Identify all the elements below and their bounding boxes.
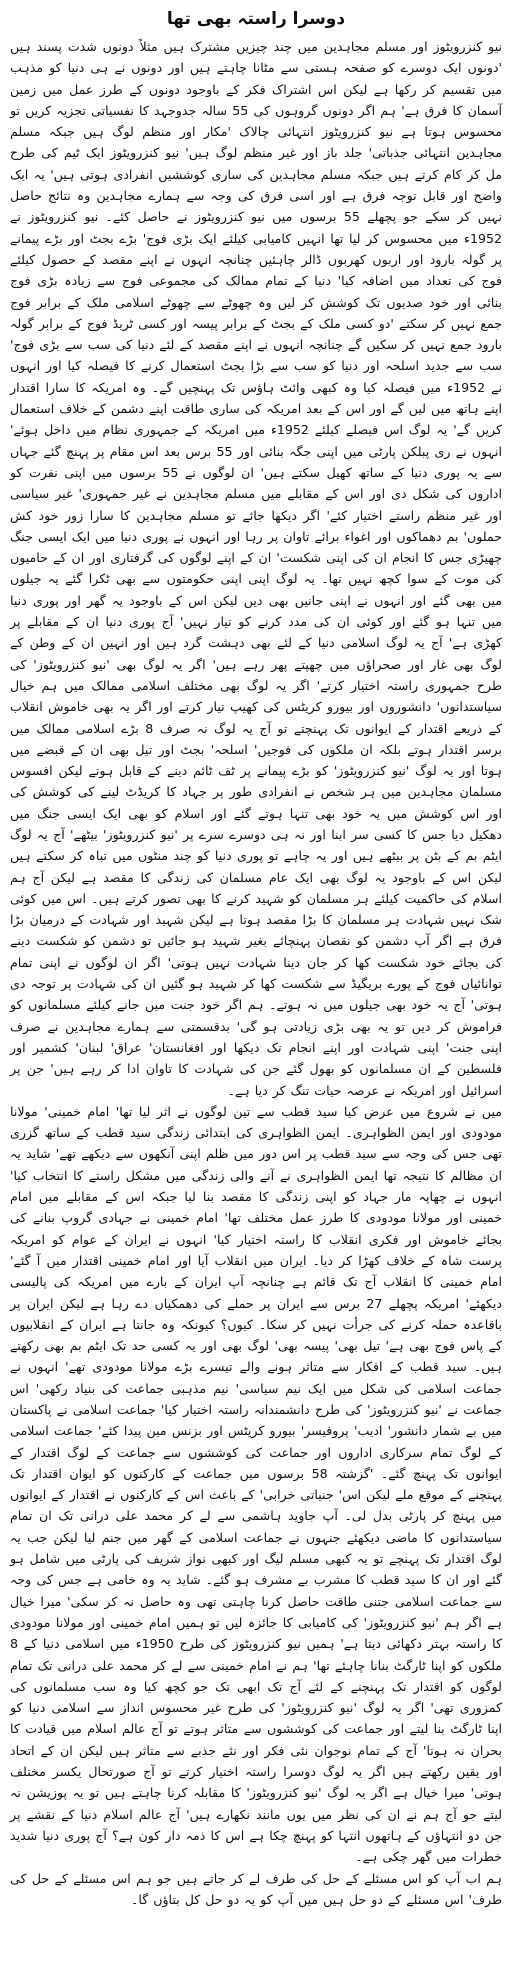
- article-paragraph: نیو کنزرویٹوز اور مسلم مجاہدین میں چند چیزیں مشترک ہیں مثلاً دونوں شدت پسند ہیں 'دونوں ایک دوسرے کو صفحہ ہستی سے مٹانا چاہتے ہیں اور دونوں نے ہی دنیا کو مذہب میں تقسیم کر رکھا ہے لیکن اس اشتراک فکر کے باوجود دونوں کے طرز عمل میں زمین آسمان کا فرق ہے' ہم اگر دونوں گروہوں کی 55 سالہ جدوجہد کا نفسیاتی تجزیہ کریں تو محسوس ہوتا ہے نیو کنزرویٹوز انتہائی چالاک 'مکار اور منظم لوگ ہیں جبکہ مسلم مجاہدین انتہائی جذباتی' جلد باز اور غیر منظم لوگ ہیں' نیو کنزرویٹوز ایک ٹیم کی طرح مل کر کام کرتے ہیں جبکہ مسلم مجاہدین کی ساری کوششیں انفرادی ہوتی ہیں' یہ ایک واضح اور قابل توجہ فرق ہے اور اسی فرق کی وجہ سے ہمارے مجاہدین وہ نتائج حاصل نہیں کر سکے جو پچھلے 55 برسوں میں نیو کنزرویٹوز نے حاصل کئے۔ نیو کنزرویٹوز نے 1952ء میں محسوس کر لیا تھا انہیں کامیابی کیلئے ایک بڑی فوج' بڑے بجٹ اور بڑے پیمانے پر گولہ بارود اور اربوں کھربوں ڈالر چاہئیں چنانچہ انہوں نے اپنے مقصد کے حصول کیلئے فوج کی تعداد میں اضافہ کیا' دنیا کے تمام ممالک کی مجموعی فوج سے زیادہ بڑی فوج بنائی اور خود صدیوں تک کوشش کر لیں وہ چھوٹے سے چھوٹے اسلامی ملک کے برابر فوج جمع نہیں کر سکتے 'دو کسی ملک کے بجٹ کے برابر پیسہ اور کسی ٹریڈ فوج کے برابر گولہ بارود جمع نہیں کر سکیں گے چنانچہ انہوں نے اپنے مقصد کے لئے دنیا کی سب سے بڑی فوج' سب سے جدید اسلحہ اور دنیا کو سب سے بڑا بجٹ استعمال کرنے کا فیصلہ کیا اور انہوں نے 1952ء میں فیصلہ کیا وہ کبھی وائٹ ہاؤس تک پہنچیں گے۔ وہ امریکہ کا سارا اقتدار اپنے ہاتھ میں لیں گے اور اس کے بعد امریکہ کی ساری طاقت اپنے دشمن کے خلاف استعمال کریں گے' یہ لوگ اس فیصلے کیلئے 1952ء میں امریکہ کے جمہوری نظام میں داخل ہوئے' انہوں نے ری پبلکن پارٹی میں اپنی جگہ بنائی اور 55 برس بعد اس مقام پر پہنچ گئے جہاں سے یہ پوری دنیا کے ساتھ کھیل سکتے ہیں' ان لوگوں نے 55 برسوں میں اپنی نفرت کو اداروں کی شکل دی اور اس کے مقابلے میں مسلم مجاہدین نے غیر جمہوری' غیر سیاسی اور غیر منظم راستے اختیار کئے' اگر دیکھا جائے تو مسلم مجاہدین کا سارا زور خود کش حملوں' بم دھماکوں اور اغواء برائے تاوان پر رہا اور انہوں نے پوری دنیا میں ایک ایسی جنگ چھیڑی جس کا انجام ان کی اپنی شکست' ان کے اپنے لوگوں کی گرفتاری اور ان کے حامیوں کی موت کے سوا کچھ نہیں تھا۔ یہ لوگ اپنی اپنی حکومتوں سے بھی ٹکرا گئے یہ جیلوں میں بھی گئے اور انہوں نے اپنی جانیں بھی دیں لیکن اس کے باوجود یہ گھر اور پوری دنیا میں تنہا ہو گئے اور کوئی ان کی مدد کرنے کو تیار نہیں' آج پوری دنیا ان کے مقابلے پر کھڑی ہے' آج یہ لوگ اسلامی دنیا کے لئے بھی دہشت گرد ہیں اور انہیں ان کے وطن کے لوگ بھی غار اور صحراؤں میں چھپتے پھر رہے ہیں' اگر یہ لوگ بھی 'نیو کنزرویٹوز' کی طرح جمہوری راستہ اختیار کرتے' اگر یہ لوگ بھی مختلف اسلامی ممالک میں ہم خیال سیاستدانوں' دانشوروں اور بیورو کریٹس کی کھیپ تیار کرتے اور اگر یہ بھی خاموش انقلاب کے ذریعے اقتدار کے ایوانوں تک پہنچتے تو آج یہ لوگ نہ صرف 8 بڑے اسلامی ممالک میں برسر اقتدار ہوتے بلکہ ان ملکوں کی فوجیں' اسلحہ' بجٹ اور تیل بھی ان کے قبضے میں ہوتا اور یہ لوگ 'نیو کنزرویٹوز' کو بڑے پیمانے پر ٹف ٹائم دینے کے قابل ہوتے لیکن افسوس مسلمان مجاہدین میں ہر شخص نے انفرادی طور پر جہاد کا کریڈٹ لینے کی کوشش کی اور اس کوشش میں یہ خود بھی تنہا ہوتے گئے اور اسلام کو بھی ایک ایسی جنگ میں دھکیل دیا جس کا کسی سر ابنا اور نہ ہی دوسرے سرے پر 'نیو کنزرویٹوز' بیٹھے' آج یہ لوگ ایٹم بم کے بٹن پر بیٹھے ہیں اور یہ چاہے تو پوری دنیا کو چند منٹوں میں تباہ کر سکتے ہیں لیکن اس کے باوجود یہ لوگ بھی ایک عام مسلمان کی زندگی کا مقصد ہے لیکن آج ہم اسلام کی حاکمیت کیلئے ہر مسلمان کو شہید کرنے کا بھی تصور کرتے ہیں۔ اس میں کوئی شک نہیں شہادت ہر مسلمان کا بڑا مقصد ہوتا ہے لیکن شہید اور شہادت کے درمیان بڑا فرق ہے اگر آپ دشمن کو نقصان پہنچائے بغیر شہید ہو جائیں تو دشمن کو شکست دینے کی بجائے خود شکست کھا کر جان دینا شہادت نہیں ہوتی' اگر ان لوگوں نے اپنی تمام توانائیاں فوج کے پورے بریگیڈ سے شکست کھا کر شہید ہو گئیں ان کی شہادت پر توجہ دی ہوتی' آج یہ خود بھی جیلوں میں نہ ہوتے۔ ہم اگر خود جنت میں جانے کیلئے مسلمانوں کو فراموش کر دیں تو یہ بھی بڑی زیادتی ہو گی' بدقسمتی سے ہمارے مجاہدین نے صرف اپنی جنت' اپنی شہادت اور اپنے انجام تک دیکھا اور افغانستان' عراق' لبنان' کشمیر اور فلسطین کے ان مسلمانوں کو بھول گئے جن کی شہادت کا تاوان ادا کر رہے ہیں' جن پر اسرائیل اور امریکہ نے عرصہ حیات تنگ کر دیا ہے۔: [10, 39, 503, 1098]
- article-paragraph: ہم اب آپ کو اس مسئلے کے حل کی طرف لے کر جاتے ہیں جو ہم اس مسئلے کے حل کی طرف' اس مسئلے کے دو حل ہیں میں آپ کو یہ دو حل کل بتاؤں گا۔: [10, 1870, 502, 1907]
- article-title: دوسرا راستہ بھی تھا: [166, 9, 346, 29]
- article-paragraph: میں نے شروع میں عرض کیا سید قطب سے تین لوگوں نے اثر لیا تھا' امام خمینی' مولانا مودودی اور ایمن الظواہری۔ ایمن الظواہری کی ابتدائی زندگی سید قطب کے ساتھ گزری تھی جس کی وجہ سے سید قطب پر اس دور میں ظلم اپنی آنکھوں سے دیکھے تھے' شاید یہ ان مظالم کا نتیجہ تھا ایمن الظواہری نے آنے والی زندگی میں مشکل راستے کا انتخاب کیا' انہوں نے چھاپہ مار جہاد کو اپنی زندگی کا مقصد بنا لیا جبکہ اس کے مقابلے میں امام خمینی اور مولانا مودودی کا طرز عمل مختلف تھا' امام خمینی نے جہادی گروپ بنانے کی بجائے خاموش اور فکری انقلاب کا راستہ اختیار کیا' انہوں نے ایران کے عوام کو امریکہ پرست شاہ کے خلاف کھڑا کر دیا۔ ایران میں انقلاب آیا اور امام خمینی اقتدار میں آ گئے' امام خمینی کا انقلاب آج تک قائم ہے چنانچہ آپ ایران کے بارے میں امریکہ کی پالیسی دیکھئے' امریکہ پچھلے 27 برس سے ایران پر حملے کی دھمکیاں دے رہا ہے لیکن ایران پر باقاعدہ حملہ کرنے کی جرأت نہیں کر سکا۔ کیوں؟ کیونکہ وہ جانتا ہے ایران کے انقلابیوں کے پاس فوج بھی ہے' تیل بھی' پیسہ بھی' لوگ بھی اور یہ کسی حد تک ایٹم بم بھی رکھتے ہیں۔ سید قطب کے افکار سے متاثر ہونے والے تیسرے بڑے مولانا مودودی تھے' انہوں نے جماعت اسلامی کی شکل میں ایک نیم سیاسی' نیم مذہبی جماعت کی بنیاد رکھی' اس جماعت نے 'نیو کنزرویٹوز' کی طرح دانشمندانہ راستہ اختیار کیا' جماعت اسلامی نے پاکستان میں بے شمار دانشور' ادیب' پروفیسر' بیورو کریٹس اور بزنس مین پیدا کئے' جماعت اسلامی کے لوگ تمام سرکاری اداروں اور جماعت کی کوششوں سے جماعت کے لوگ اقتدار کے ایوانوں تک پہنچ گئے۔ 'گزشتہ 58 برسوں میں جماعت کے کارکنوں کو ایوان اقتدار تک پہنچنے کے موقع ملے لیکن اس' جنیاتی خرابی' کے باعث اس کے کارکنوں نے اقتدار کے ایوانوں میں پہنچ کر پارٹی بدل لی۔ آپ جاوید ہاشمی سے لے کر محمد علی درانی تک ان تمام سیاستدانوں کا ماضی دیکھئے جنہوں نے جماعت اسلامی کے گھر میں جنم لیا لیکن جب یہ لوگ اقتدار تک پہنچے تو یہ کبھی مسلم لیگ اور کبھی نواز شریف کی پارٹی میں شامل ہو گئے اور ان کا سید قطب کا مشرب بے مشرف ہو گئے۔ شاید یہ وہ خامی ہے جس کی وجہ سے جماعت اسلامی جتنی طاقت حاصل کرنا چاہتی تھی وہ حاصل نہ کر سکی' میرا خیال ہے اگر ہم 'نیو کنزرویٹوز' کی کامیابی کا جائزہ لیں تو ہمیں امام خمینی اور مولانا مودودی کا راستہ بہتر دکھائی دیتا ہے' ہمیں نیو کنزرویٹوز کی طرح 1950ء میں اسلامی دنیا کے 8 ملکوں کو اپنا ٹارگٹ بنانا چاہئے تھا' ہم نے امام خمینی سے لے کر محمد علی درانی تک تمام لوگوں کو اقتدار تک پہنچنے کے لئے آج تک ابھی تک جو کچھ کیا وہ سب مسلمانوں کی کمزوری تھی' اگر یہ لوگ 'نیو کنزرویٹوز' کی طرح غیر محسوس انداز سے اسلامی دنیا کو اپنا ٹارگٹ بنا لیتے اور جماعت کی کوششوں سے متاثر ہوتے تو آج عالم اسلام میں قیادت کا بحران نہ ہوتا' آج کے تمام نوجوان نئی فکر اور نئے جذبے سے متاثر ہیں لیکن ان کے اتحاد اور یقین رکھتے ہیں اگر یہ لوگ دوسرا راستہ اختیار کرتے تو آج صورتحال یکسر مختلف ہوتی' میرا خیال ہے اگر یہ لوگ 'نیو کنزرویٹوز' کا مقابلہ کرنا چاہتے ہیں تو یہ پوزیشن نہ لیتے جو آج ہم نے ان کی نظر میں یوں مانند نکھارے ہیں' آج عالم اسلام دنیا کے نقشے پر جن دو انتہاؤں کے ہاتھوں انتہا کو پہنچ چکا ہے اس کا ذمہ دار کون ہے؟ آج پوری دنیا شدید خطرات میں گھر چکی ہے۔: [10, 1103, 503, 1865]
